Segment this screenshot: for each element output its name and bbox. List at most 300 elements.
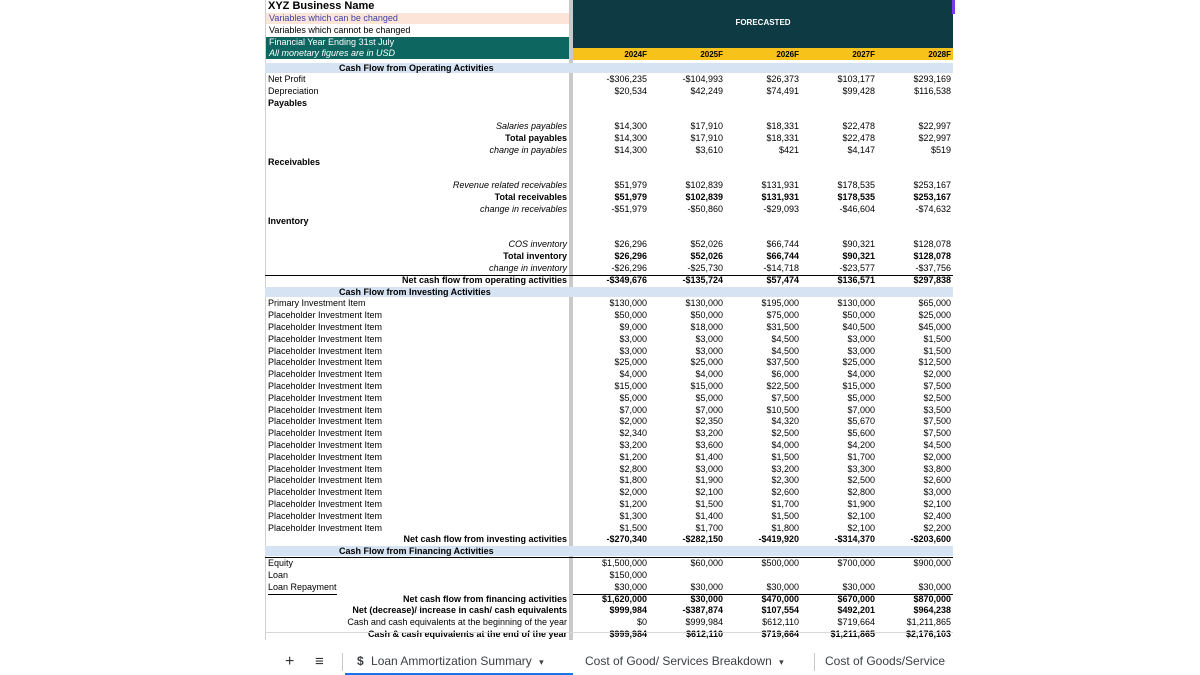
value-cell[interactable]: $90,321 [842,251,875,261]
value-cell[interactable]: $22,478 [842,121,875,132]
table-row [265,204,953,216]
year-header-cell[interactable]: 2024F [624,50,647,59]
value-cell[interactable]: $51,979 [614,192,647,202]
value-cell[interactable]: $12,500 [918,357,951,368]
section-title[interactable]: Cash Flow from Financing Activities [339,546,494,557]
value-cell[interactable]: $22,478 [842,133,875,143]
section-title[interactable]: Cash Flow from Operating Activities [339,63,494,73]
value-cell[interactable]: $5,600 [847,428,875,439]
value-cell[interactable]: $1,500 [619,522,647,533]
value-cell[interactable]: $31,500 [766,322,799,332]
value-cell[interactable]: $2,200 [923,522,951,533]
row-label[interactable]: Placeholder Investment Item [268,345,383,356]
value-cell[interactable]: $45,000 [918,322,951,332]
value-cell[interactable]: $2,100 [847,522,875,533]
all-sheets-menu-icon[interactable]: ≡ [315,653,324,670]
row-label[interactable]: Placeholder Investment Item [268,369,383,380]
value-cell[interactable]: $7,500 [771,392,799,403]
chevron-down-icon[interactable]: ▾ [779,657,784,667]
table-row [265,369,953,381]
value-cell[interactable]: $2,800 [619,463,647,474]
row-label[interactable]: Depreciation [268,85,319,96]
value-cell[interactable]: $1,500 [771,510,799,521]
value-cell[interactable]: -$50,860 [687,203,723,214]
section-header-row [265,287,953,297]
value-cell[interactable]: $1,700 [847,451,875,462]
value-cell[interactable]: $7,500 [923,381,951,391]
value-cell[interactable]: $74,491 [766,85,799,96]
value-cell[interactable]: $2,100 [923,499,951,509]
value-cell[interactable]: -$104,993 [682,74,723,84]
row-label[interactable]: Primary Investment Item [268,298,366,309]
value-cell[interactable]: $253,167 [913,192,951,202]
row-label[interactable]: Placeholder Investment Item [268,310,383,321]
row-label[interactable]: Net (decrease)/ increase in cash/ cash equivalents [352,605,567,616]
year-header-cell[interactable]: 2027F [852,50,875,59]
add-sheet-icon[interactable]: + [285,653,295,670]
sheet-tab-bar [265,648,955,675]
value-cell[interactable]: $1,400 [695,451,723,462]
row-label[interactable]: Net cash flow from investing activities [403,534,567,545]
value-cell[interactable]: $2,500 [847,475,875,486]
value-cell[interactable]: $2,100 [847,510,875,521]
value-cell[interactable]: -$14,718 [725,263,801,276]
table-row [265,405,953,417]
value-cell[interactable]: $4,000 [619,369,647,380]
value-cell[interactable]: $7,500 [923,428,951,439]
row-label[interactable]: Net Profit [268,74,306,84]
value-cell[interactable]: $3,000 [695,333,723,344]
table-row [265,499,953,511]
value-cell[interactable]: -$23,577 [801,263,877,276]
value-cell[interactable]: $3,200 [695,428,723,439]
table-row [265,121,953,133]
row-label[interactable]: change in payables [489,144,567,155]
value-cell[interactable]: $14,300 [614,133,647,143]
value-cell[interactable]: $18,331 [766,121,799,132]
value-cell[interactable]: -$203,600 [910,534,951,545]
value-cell[interactable]: $719,664 [761,629,799,639]
table-row [265,629,953,641]
value-cell[interactable]: $3,000 [619,333,647,344]
value-cell[interactable]: -$25,730 [649,263,725,276]
value-cell[interactable]: $1,400 [695,510,723,521]
value-cell[interactable]: $5,670 [847,416,875,427]
value-cell[interactable]: $700,000 [837,558,875,569]
value-cell[interactable]: $2,176,103 [905,629,951,639]
value-cell[interactable]: $26,296 [614,239,647,250]
table-row [265,322,953,334]
value-cell[interactable]: $30,000 [725,582,801,595]
value-cell[interactable]: $1,211,865 [906,617,951,628]
row-label[interactable]: Placeholder Investment Item [268,475,383,486]
value-cell[interactable]: $42,249 [690,85,723,96]
value-cell[interactable]: $421 [778,144,799,155]
chevron-down-icon[interactable]: ▾ [539,657,544,667]
row-label[interactable]: Payables [268,97,308,108]
financial-year[interactable]: Financial Year Ending 31st July [266,37,570,48]
table-row [265,393,953,405]
row-label[interactable]: change in inventory [489,263,567,276]
dollar-icon: $ [357,654,364,668]
value-cell[interactable]: $4,000 [771,440,799,450]
value-cell[interactable]: $102,839 [685,192,723,202]
grid-bottom-border [265,632,953,633]
value-cell[interactable]: -$282,150 [682,534,723,545]
value-cell[interactable]: $2,000 [619,416,647,427]
value-cell[interactable]: $131,931 [761,192,799,202]
value-cell[interactable]: $178,535 [837,192,875,202]
value-cell[interactable]: $52,026 [690,239,723,250]
value-cell[interactable]: $2,500 [771,428,799,439]
value-cell[interactable]: $999,984 [685,617,723,628]
value-cell[interactable]: -$314,370 [834,534,875,545]
row-label[interactable]: Total inventory [503,251,567,261]
value-cell[interactable]: $470,000 [761,593,799,604]
row-label[interactable]: Placeholder Investment Item [268,381,383,391]
value-cell[interactable]: $0 [636,617,647,628]
value-cell[interactable]: $7,000 [695,404,723,415]
value-cell[interactable]: $7,500 [923,416,951,427]
value-cell[interactable]: $25,000 [842,357,875,368]
table-row [265,168,953,180]
row-label[interactable]: Total payables [505,133,567,143]
tab-separator [814,653,815,671]
value-cell[interactable]: $7,000 [619,404,647,415]
value-cell[interactable]: $2,000 [923,451,951,462]
value-cell[interactable]: $2,350 [695,416,723,427]
value-cell[interactable]: $10,500 [766,404,799,415]
value-cell[interactable]: $1,500 [923,345,951,356]
value-cell[interactable]: $57,474 [766,274,799,285]
value-cell[interactable]: $128,078 [913,251,951,261]
value-cell[interactable]: $1,500 [695,499,723,509]
value-cell[interactable]: $3,000 [847,333,875,344]
value-cell[interactable]: -$74,632 [915,203,951,214]
value-cell[interactable]: -$270,340 [606,534,647,545]
value-cell[interactable]: $1,800 [619,475,647,486]
table-row [265,334,953,346]
value-cell[interactable]: $1,700 [771,499,799,509]
value-cell[interactable]: $719,664 [837,617,875,628]
value-cell[interactable]: $999,984 [609,605,647,616]
value-cell[interactable]: -$349,676 [606,274,647,285]
value-cell[interactable]: $1,620,000 [601,593,647,604]
value-cell[interactable]: $5,000 [619,392,647,403]
row-label[interactable]: Equity [268,558,294,569]
value-cell[interactable]: -$46,604 [839,203,875,214]
value-cell[interactable]: $4,500 [771,333,799,344]
value-cell[interactable]: $15,000 [614,381,647,391]
row-label[interactable]: Placeholder Investment Item [268,322,383,332]
value-cell[interactable]: $25,000 [614,357,647,368]
value-cell[interactable]: -$306,235 [606,74,647,84]
value-cell[interactable]: $30,000 [573,582,649,595]
row-label[interactable]: COS inventory [508,239,567,250]
year-header-cell[interactable]: 2026F [776,50,799,59]
value-cell[interactable]: $17,910 [690,133,723,143]
legend-changeable[interactable]: Variables which can be changed [266,13,570,24]
value-cell[interactable]: $519 [930,144,951,155]
value-cell[interactable]: $22,500 [766,381,799,391]
value-cell[interactable]: $50,000 [614,310,647,321]
value-cell[interactable]: $2,600 [771,487,799,498]
value-cell[interactable]: $9,000 [619,322,647,332]
value-cell[interactable]: $900,000 [913,558,951,569]
business-name[interactable]: XYZ Business Name [268,0,375,12]
value-cell[interactable]: $66,744 [766,251,799,261]
value-cell[interactable]: -$51,979 [611,203,647,214]
value-cell[interactable]: $3,000 [619,345,647,356]
row-label[interactable]: Placeholder Investment Item [268,333,383,344]
row-label[interactable]: Loan [268,570,289,580]
value-cell[interactable]: $130,000 [837,298,875,309]
value-cell[interactable]: $22,997 [918,121,951,132]
value-cell[interactable]: $1,700 [695,522,723,533]
value-cell[interactable]: $18,331 [766,133,799,143]
value-cell[interactable]: $2,000 [619,487,647,498]
legend-fixed[interactable]: Variables which cannot be changed [269,25,411,35]
value-cell[interactable]: $1,200 [619,499,647,509]
value-cell[interactable]: $1,211,865 [830,629,875,639]
table-row [265,381,953,393]
tab-cost-of-good-services-breakdown[interactable] [585,648,811,675]
row-label[interactable]: Loan Repayment [268,582,337,595]
table-row [265,346,953,358]
table-row [265,216,953,228]
value-cell[interactable]: $178,535 [837,180,875,191]
row-label[interactable]: Receivables [268,156,321,167]
value-cell[interactable]: $25,000 [918,310,951,321]
value-cell[interactable]: $4,200 [847,440,875,450]
row-label[interactable]: Placeholder Investment Item [268,499,383,509]
value-cell[interactable]: $2,400 [923,510,951,521]
row-label[interactable]: Cash and cash equivalents at the beginning of the year [347,617,567,628]
row-label[interactable]: Placeholder Investment Item [268,392,383,403]
value-cell[interactable]: $999,984 [609,629,647,639]
value-cell[interactable]: $1,500 [923,333,951,344]
value-cell[interactable]: $3,800 [923,463,951,474]
value-cell[interactable]: $4,320 [771,416,799,427]
value-cell[interactable]: $3,500 [923,404,951,415]
value-cell[interactable]: $130,000 [685,298,723,309]
value-cell[interactable]: $136,571 [837,274,875,285]
value-cell[interactable]: $30,000 [649,582,725,595]
value-cell[interactable]: $3,610 [695,144,723,155]
value-cell[interactable]: $25,000 [690,357,723,368]
value-cell[interactable]: $293,169 [913,74,951,84]
value-cell[interactable]: $3,200 [619,440,647,450]
section-header-row [265,546,953,556]
value-cell[interactable]: $500,000 [761,558,799,569]
value-cell[interactable]: $7,000 [847,404,875,415]
tab-loan-ammortization-summary[interactable] [345,648,573,675]
value-cell[interactable]: $253,167 [913,180,951,191]
section-header-row [265,63,953,73]
table-row [265,251,953,263]
value-cell[interactable]: $2,100 [695,487,723,498]
row-label[interactable]: Salaries payables [495,121,567,132]
table-row [265,558,953,570]
value-cell[interactable]: -$29,093 [763,203,799,214]
value-cell[interactable]: $30,000 [801,582,877,595]
row-label[interactable]: Cash & cash equivalents at the end of the year [367,629,567,639]
value-cell[interactable]: $116,538 [914,85,951,96]
table-row [265,86,953,98]
value-cell[interactable]: $15,000 [690,381,723,391]
value-cell[interactable]: $492,201 [837,605,875,616]
value-cell[interactable]: $3,600 [695,440,723,450]
row-label[interactable]: Total receivables [494,192,567,202]
value-cell[interactable]: $612,110 [685,629,723,639]
row-label[interactable]: Placeholder Investment Item [268,522,383,533]
value-cell[interactable]: $670,000 [837,593,875,604]
value-cell[interactable]: $1,800 [771,522,799,533]
table-row [265,464,953,476]
table-row [265,298,953,310]
value-cell[interactable]: $30,000 [877,582,953,595]
value-cell[interactable]: $2,500 [923,392,951,403]
value-cell[interactable]: $1,900 [695,475,723,486]
row-label[interactable]: Placeholder Investment Item [268,510,383,521]
value-cell[interactable]: $2,340 [619,428,647,439]
row-label[interactable]: Placeholder Investment Item [268,451,383,462]
value-cell[interactable]: $51,979 [614,180,647,191]
row-label[interactable]: Net cash flow from operating activities [401,274,567,285]
section-title[interactable]: Cash Flow from Investing Activities [339,287,491,298]
value-cell[interactable]: $612,110 [762,617,799,628]
row-label[interactable]: Placeholder Investment Item [268,463,383,474]
table-row [265,582,953,594]
row-label[interactable]: change in receivables [479,203,567,214]
value-cell[interactable]: $14,300 [614,121,647,132]
value-cell[interactable]: $2,000 [923,369,951,380]
table-row [265,133,953,145]
value-cell[interactable]: $1,200 [619,451,647,462]
monetary-note[interactable]: All monetary figures are in USD [266,48,570,59]
value-cell[interactable]: $17,910 [690,121,723,132]
row-label[interactable]: Net cash flow from financing activities [402,593,567,604]
value-cell[interactable]: $3,300 [847,463,875,474]
row-label[interactable]: Placeholder Investment Item [268,487,383,498]
value-cell[interactable]: $4,500 [923,440,951,450]
value-cell[interactable]: $2,300 [771,475,799,486]
value-cell[interactable]: $22,997 [918,133,951,143]
value-cell[interactable]: -$387,874 [682,605,723,616]
value-cell[interactable]: $5,000 [695,392,723,403]
value-cell[interactable]: $60,000 [690,558,723,569]
value-cell[interactable]: $102,839 [685,180,723,191]
table-row [265,605,953,617]
year-header-cell[interactable]: 2028F [928,50,951,59]
tab-cost-of-goods-service[interactable] [825,648,955,675]
value-cell[interactable]: $75,000 [766,310,799,321]
value-cell[interactable]: $4,000 [695,369,723,380]
tab-label: Loan Ammortization Summary [371,654,532,668]
table-row [265,357,953,369]
value-cell[interactable]: $2,800 [847,487,875,498]
value-cell[interactable]: $50,000 [842,310,875,321]
value-cell[interactable]: $90,321 [842,239,875,250]
tab-label: Cost of Good/ Services Breakdown [585,654,772,668]
value-cell[interactable]: $870,000 [913,593,951,604]
value-cell[interactable]: $1,500,000 [601,558,647,569]
value-cell[interactable]: $128,078 [913,239,951,250]
value-cell[interactable]: $195,000 [761,298,799,309]
value-cell[interactable]: $20,534 [614,85,647,96]
value-cell[interactable]: $14,300 [614,144,647,155]
value-cell[interactable]: -$26,296 [573,263,649,276]
table-row [265,570,953,582]
value-cell[interactable]: $1,900 [847,499,875,509]
row-label[interactable]: Placeholder Investment Item [268,357,383,368]
row-label[interactable]: Placeholder Investment Item [268,416,383,427]
value-cell[interactable]: $66,744 [766,239,799,250]
value-cell[interactable]: $40,500 [842,322,875,332]
table-row [265,263,953,275]
value-cell[interactable]: $107,554 [761,605,799,616]
value-cell[interactable]: $4,147 [847,144,875,155]
value-cell[interactable]: $18,000 [690,322,723,332]
value-cell[interactable]: $150,000 [609,570,647,580]
forecasted-header[interactable]: FORECASTED [573,0,953,48]
value-cell[interactable]: -$135,724 [682,274,723,285]
value-cell[interactable]: $52,026 [690,251,723,261]
table-row [265,74,953,86]
row-label[interactable]: Placeholder Investment Item [268,428,383,439]
value-cell[interactable]: $3,200 [771,463,799,474]
value-cell[interactable]: $26,296 [614,251,647,261]
year-header-row [573,48,953,60]
value-cell[interactable]: $3,000 [695,463,723,474]
value-cell[interactable]: $99,428 [842,85,875,96]
value-cell[interactable]: $1,500 [771,451,799,462]
year-header-cell[interactable]: 2025F [700,50,723,59]
table-row [265,452,953,464]
value-cell[interactable]: $3,000 [847,345,875,356]
value-cell[interactable]: $6,000 [771,369,799,380]
value-cell[interactable]: $130,000 [609,298,647,309]
value-cell[interactable]: $30,000 [690,593,723,604]
row-label[interactable]: Placeholder Investment Item [268,404,383,415]
value-cell[interactable]: $4,000 [847,369,875,380]
value-cell[interactable]: -$37,756 [877,263,953,276]
table-row [265,145,953,157]
row-label[interactable]: Placeholder Investment Item [268,440,383,450]
table-row [265,617,953,629]
value-cell[interactable]: $65,000 [918,298,951,309]
value-cell[interactable]: $2,600 [923,475,951,486]
value-cell[interactable]: $3,000 [695,345,723,356]
value-cell[interactable]: $131,931 [761,180,799,191]
value-cell[interactable]: $5,000 [847,392,875,403]
selection-edge [952,0,955,14]
value-cell[interactable]: $37,500 [766,357,799,368]
value-cell[interactable]: $1,300 [619,510,647,521]
row-label[interactable]: Inventory [268,215,309,226]
value-cell[interactable]: $4,500 [771,345,799,356]
value-cell[interactable]: $3,000 [923,487,951,498]
table-row [265,594,953,606]
value-cell[interactable]: $15,000 [842,381,875,391]
value-cell[interactable]: $103,177 [837,74,875,84]
value-cell[interactable]: $297,838 [913,274,951,285]
value-cell[interactable]: $26,373 [766,74,799,84]
value-cell[interactable]: -$419,920 [758,534,799,545]
row-label[interactable]: Revenue related receivables [452,180,567,191]
value-cell[interactable]: $964,238 [913,605,951,616]
value-cell[interactable]: $50,000 [690,310,723,321]
